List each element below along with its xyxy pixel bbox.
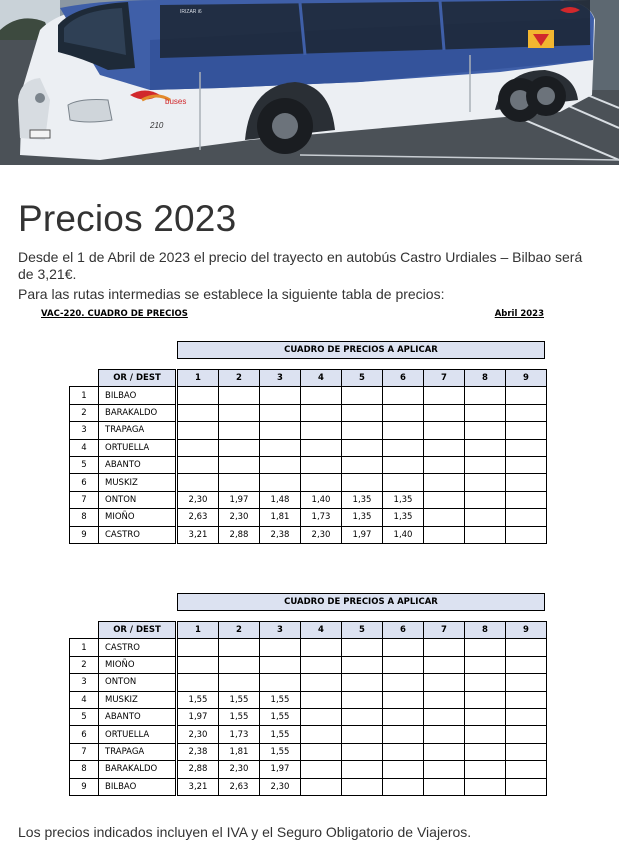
stop-name: ONTON [99,674,176,691]
price-cell [465,474,506,491]
price-cell [424,778,465,795]
price-cell [260,674,301,691]
stop-name: ABANTO [99,708,176,725]
price-cell [424,656,465,673]
stop-name: MUSKIZ [99,474,176,491]
intro-paragraph-2: Para las rutas intermedias se establece la siguiente tabla de precios: [18,286,445,302]
price-cell [465,674,506,691]
price-cell [424,674,465,691]
price-cell [424,726,465,743]
stop-name: CASTRO [99,639,176,656]
price-cell [178,439,219,456]
price-cell [383,674,424,691]
column-header: 7 [424,622,465,639]
price-cell [301,387,342,404]
price-cell [301,656,342,673]
price-cell [342,656,383,673]
price-cell [383,404,424,421]
table-row [70,656,547,673]
row-number: 5 [70,456,99,473]
price-cell [342,743,383,760]
price-cell [465,387,506,404]
table-row [70,526,547,543]
price-cell [465,439,506,456]
price-cell [383,422,424,439]
price-cell [342,761,383,778]
price-cell [342,726,383,743]
column-header: 8 [465,622,506,639]
price-cell: 2,30 [219,509,260,526]
table-row [70,439,547,456]
price-cell [383,656,424,673]
price-cell [424,456,465,473]
price-cell [506,691,547,708]
stop-name: ORTUELLA [99,726,176,743]
column-header: 5 [342,370,383,387]
price-cell [506,761,547,778]
price-cell [178,456,219,473]
bus-logo-text: buses [165,97,187,106]
table-row [70,761,547,778]
price-cell: 2,30 [301,526,342,543]
price-table-2 [69,621,547,796]
price-cell [219,474,260,491]
row-number: 1 [70,639,99,656]
table-row [70,778,547,795]
row-number: 9 [70,778,99,795]
row-number: 1 [70,387,99,404]
table-row [70,509,547,526]
price-cell: 2,63 [178,509,219,526]
bus-model-text: IRIZAR i6 [180,9,202,15]
stop-name: CASTRO [99,526,176,543]
price-cell [383,474,424,491]
price-cell: 1,40 [301,491,342,508]
price-cell: 1,40 [383,526,424,543]
price-cell [301,743,342,760]
price-cell [342,456,383,473]
price-cell [260,656,301,673]
price-cell: 3,21 [178,526,219,543]
price-cell [506,639,547,656]
table-row [70,422,547,439]
column-header: 9 [506,622,547,639]
price-cell [260,404,301,421]
table-row [70,691,547,708]
price-cell: 2,38 [260,526,301,543]
price-cell [301,422,342,439]
price-cell [506,439,547,456]
row-number: 3 [70,422,99,439]
price-cell: 1,35 [342,509,383,526]
row-number: 4 [70,691,99,708]
price-cell [301,761,342,778]
table-row [70,474,547,491]
price-cell [342,639,383,656]
price-cell [383,456,424,473]
table-row [70,456,547,473]
table-row [70,387,547,404]
price-footnote: Los precios indicados incluyen el IVA y el Seguro Obligatorio de Viajeros. [18,824,472,840]
price-cell [506,726,547,743]
stop-name: ONTON [99,491,176,508]
table-header-row [70,370,547,387]
price-cell [260,474,301,491]
price-cell: 1,35 [383,491,424,508]
price-cell: 3,21 [178,778,219,795]
price-cell [506,456,547,473]
price-cell [424,743,465,760]
price-cell [342,674,383,691]
price-cell [260,439,301,456]
column-header: 9 [506,370,547,387]
price-cell [465,639,506,656]
row-number: 3 [70,674,99,691]
price-cell [383,726,424,743]
price-table-title: CUADRO DE PRECIOS A APLICAR [177,341,545,359]
price-cell [424,491,465,508]
stop-name: ORTUELLA [99,439,176,456]
price-cell [383,708,424,725]
price-cell [342,778,383,795]
price-cell [506,674,547,691]
price-cell [465,491,506,508]
price-cell [301,674,342,691]
price-cell [506,526,547,543]
price-cell [465,422,506,439]
column-header: 2 [219,370,260,387]
price-cell [301,726,342,743]
table-row [70,743,547,760]
price-cell [301,639,342,656]
price-cell [424,474,465,491]
price-cell [424,509,465,526]
document-code: VAC-220. CUADRO DE PRECIOS [41,309,188,319]
column-header: 6 [383,370,424,387]
price-cell [506,491,547,508]
intro-paragraph: Desde el 1 de Abril de 2023 el precio del trayecto en autobús Castro Urdiales – Bilbao será de 3,21€. [18,249,583,282]
stop-name: BILBAO [99,387,176,404]
price-cell [506,778,547,795]
price-cell [424,691,465,708]
price-cell [506,708,547,725]
price-cell [383,743,424,760]
price-cell [178,387,219,404]
price-cell: 1,97 [260,761,301,778]
price-cell [424,708,465,725]
price-cell [260,387,301,404]
origin-destination-header: OR / DEST [99,370,176,387]
price-cell [506,404,547,421]
price-cell: 1,55 [260,726,301,743]
price-cell [465,456,506,473]
price-cell [260,456,301,473]
price-cell [301,456,342,473]
row-number: 4 [70,439,99,456]
price-cell [424,422,465,439]
price-cell [342,387,383,404]
price-cell [424,526,465,543]
price-cell [506,474,547,491]
page-title: Precios 2023 [18,198,237,239]
price-cell: 1,35 [383,509,424,526]
price-cell [301,778,342,795]
stop-name: BARAKALDO [99,404,176,421]
price-cell [219,439,260,456]
column-header: 1 [178,370,219,387]
price-cell [342,708,383,725]
row-number: 9 [70,526,99,543]
column-header: 4 [301,370,342,387]
table-row [70,491,547,508]
price-cell: 1,97 [219,491,260,508]
price-cell: 1,55 [178,691,219,708]
price-cell: 2,88 [219,526,260,543]
price-cell [301,404,342,421]
row-number: 8 [70,509,99,526]
price-cell [301,708,342,725]
price-cell [219,674,260,691]
table-header-row [70,622,547,639]
price-table-1 [69,369,547,544]
column-header: 8 [465,370,506,387]
price-cell [465,526,506,543]
price-cell [383,639,424,656]
row-number: 5 [70,708,99,725]
price-cell [178,404,219,421]
bus-number: 210 [150,121,164,130]
row-number: 6 [70,474,99,491]
table-row [70,674,547,691]
table-corner-blank [70,370,99,387]
price-cell [424,639,465,656]
price-cell [260,422,301,439]
price-cell [506,509,547,526]
price-cell [506,422,547,439]
row-number: 8 [70,761,99,778]
stop-name: TRAPAGA [99,422,176,439]
price-cell: 1,55 [260,708,301,725]
price-cell [383,439,424,456]
column-header: 2 [219,622,260,639]
price-cell: 1,55 [260,743,301,760]
price-cell [424,387,465,404]
price-cell [301,691,342,708]
stop-name: MUSKIZ [99,691,176,708]
row-number: 2 [70,656,99,673]
stop-name: ABANTO [99,456,176,473]
price-cell [465,691,506,708]
price-cell [260,639,301,656]
price-cell [219,387,260,404]
row-number: 7 [70,743,99,760]
row-number: 7 [70,491,99,508]
price-cell [178,422,219,439]
stop-name: BILBAO [99,778,176,795]
price-cell [383,778,424,795]
price-cell [219,639,260,656]
table-corner-blank [70,622,99,639]
price-cell [301,439,342,456]
column-header: 5 [342,622,383,639]
column-header: 4 [301,622,342,639]
price-cell [383,387,424,404]
stop-name: TRAPAGA [99,743,176,760]
price-cell [219,656,260,673]
price-cell [424,404,465,421]
origin-destination-header: OR / DEST [99,622,176,639]
price-cell: 2,38 [178,743,219,760]
price-cell [178,474,219,491]
stop-name: BARAKALDO [99,761,176,778]
table-row [70,639,547,656]
price-cell [465,778,506,795]
price-cell [383,691,424,708]
price-cell [465,761,506,778]
column-header: 3 [260,370,301,387]
price-cell: 1,55 [219,708,260,725]
price-cell [178,639,219,656]
price-cell: 1,81 [219,743,260,760]
price-cell [219,456,260,473]
price-cell [465,509,506,526]
bus-illustration [0,0,619,165]
price-cell: 2,63 [219,778,260,795]
price-cell: 1,48 [260,491,301,508]
price-cell [506,743,547,760]
price-cell [342,439,383,456]
price-cell [178,656,219,673]
column-header: 6 [383,622,424,639]
column-header: 7 [424,370,465,387]
table-row [70,726,547,743]
price-cell: 2,30 [178,726,219,743]
price-cell [178,674,219,691]
price-cell: 2,30 [178,491,219,508]
column-header: 3 [260,622,301,639]
price-cell: 1,97 [342,526,383,543]
price-cell: 2,30 [219,761,260,778]
table-row [70,708,547,725]
hero-bus-image [0,0,619,165]
price-cell: 1,35 [342,491,383,508]
row-number: 6 [70,726,99,743]
table-row [70,404,547,421]
price-cell [383,761,424,778]
price-cell: 1,73 [219,726,260,743]
price-cell [342,691,383,708]
price-cell [342,404,383,421]
price-cell [465,726,506,743]
price-cell: 1,55 [260,691,301,708]
price-cell: 1,55 [219,691,260,708]
price-table-title: CUADRO DE PRECIOS A APLICAR [177,593,545,611]
stop-name: MIOÑO [99,509,176,526]
price-cell: 2,30 [260,778,301,795]
price-cell: 1,73 [301,509,342,526]
price-cell [465,743,506,760]
price-cell [424,439,465,456]
price-cell [506,656,547,673]
stop-name: MIOÑO [99,656,176,673]
price-cell [465,708,506,725]
price-cell [219,422,260,439]
price-cell: 2,88 [178,761,219,778]
price-cell [465,656,506,673]
price-cell [219,404,260,421]
price-cell [301,474,342,491]
price-cell [424,761,465,778]
price-cell [506,387,547,404]
price-cell [342,474,383,491]
price-cell [342,422,383,439]
row-number: 2 [70,404,99,421]
document-date: Abril 2023 [494,309,544,319]
column-header: 1 [178,622,219,639]
price-cell [465,404,506,421]
price-cell: 1,97 [178,708,219,725]
price-cell: 1,81 [260,509,301,526]
